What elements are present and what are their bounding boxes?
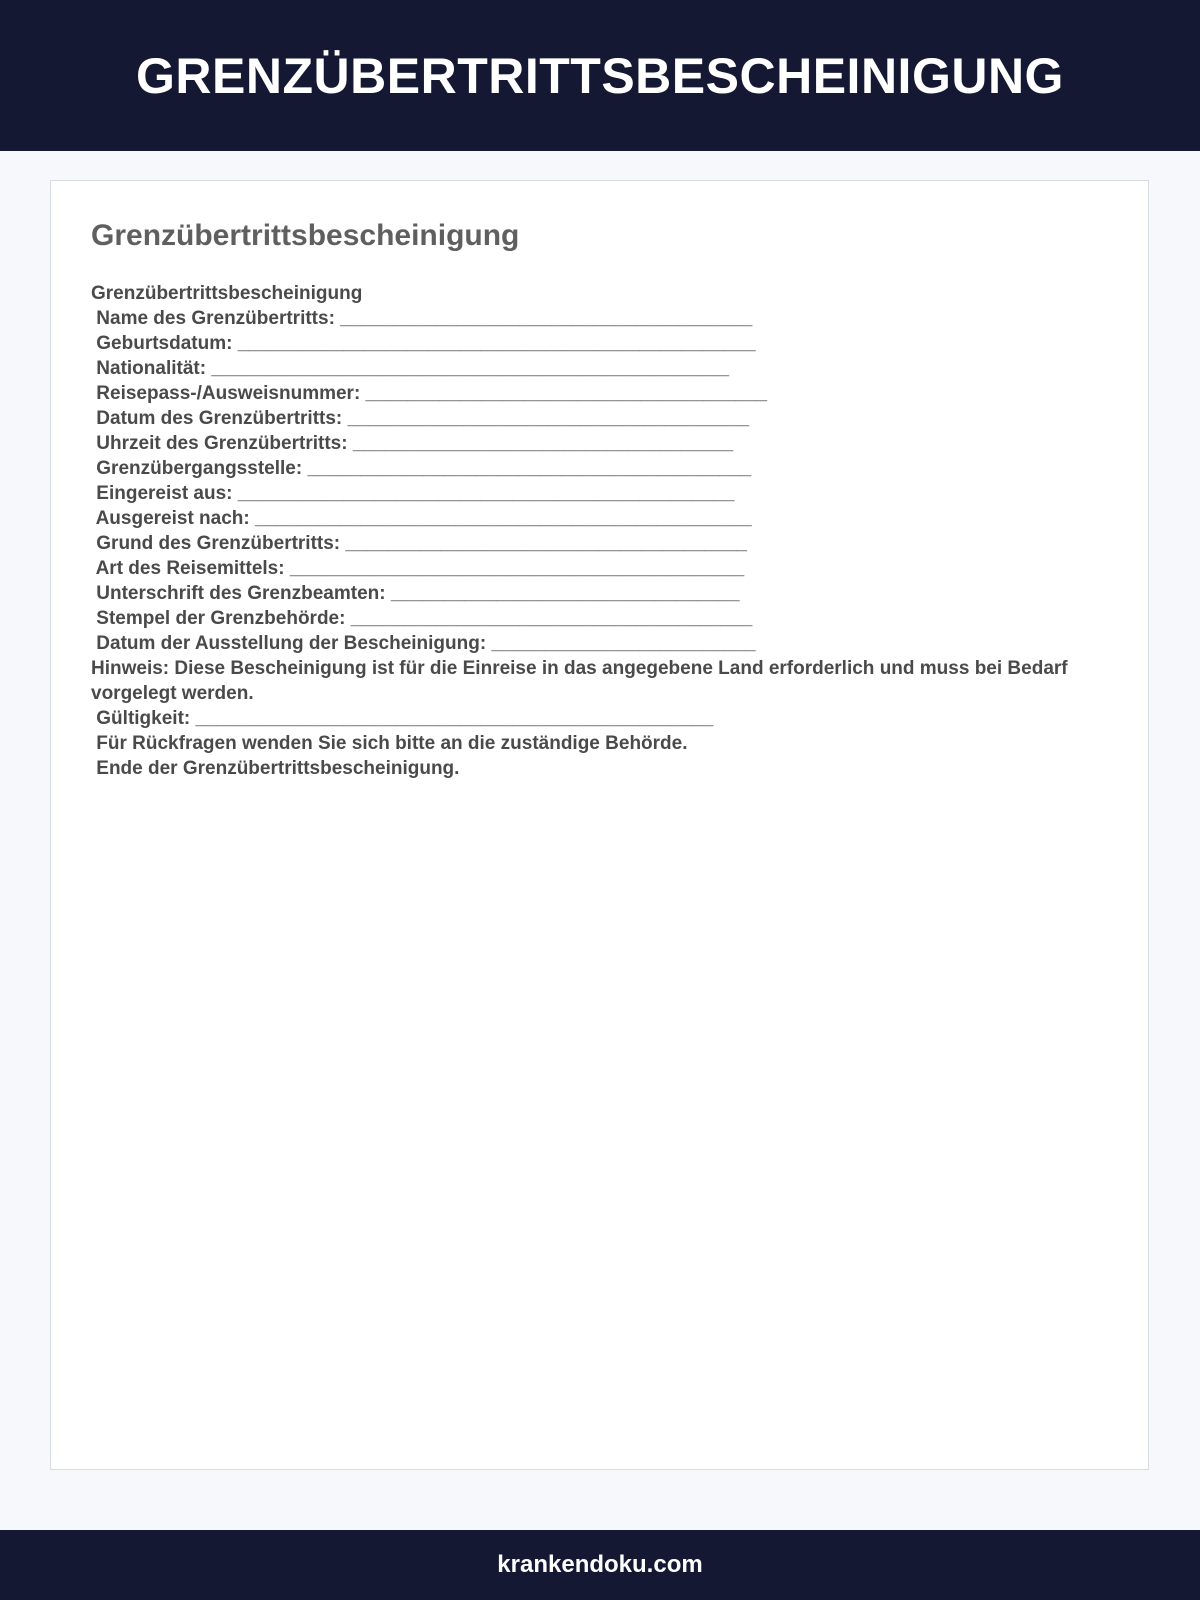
field-grund: Grund des Grenzübertritts: ______________________________________ [91, 533, 747, 554]
field-reisemittel: Art des Reisemittels: ___________________________________________ [91, 558, 745, 579]
hinweis-text: Hinweis: Diese Bescheinigung ist für die Einreise in das angegebene Land erforderlich und muss bei Bedarf vorgelegt werden. [91, 658, 1068, 704]
field-geburtsdatum: Geburtsdatum: _________________________________________________ [91, 333, 756, 354]
ende-text: Ende der Grenzübertrittsbescheinigung. [91, 758, 460, 779]
header-banner [0, 0, 1200, 151]
field-datum-grenzuebertritt: Datum des Grenzübertritts: ______________________________________ [91, 408, 750, 429]
field-stempel-grenzbehoerde: Stempel der Grenzbehörde: ______________________________________ [91, 608, 753, 629]
field-eingereist-aus: Eingereist aus: _______________________________________________ [91, 483, 735, 504]
document-title: Grenzübertrittsbescheinigung [91, 219, 520, 252]
form-heading: Grenzübertrittsbescheinigung [91, 283, 363, 304]
form-body [91, 281, 1111, 781]
document-card [50, 180, 1149, 1470]
field-gueltigkeit: Gültigkeit: _________________________________________________ [91, 708, 714, 729]
field-name-grenzuebertritt: Name des Grenzübertritts: _______________________________________ [91, 308, 753, 329]
footer-bar [0, 1530, 1200, 1600]
field-grenzuebergangsstelle: Grenzübergangsstelle: __________________________________________ [91, 458, 752, 479]
field-nationalitaet: Nationalität: _________________________________________________ [91, 358, 730, 379]
field-datum-ausstellung: Datum der Ausstellung der Bescheinigung: _________________________ [91, 633, 756, 654]
header-title: GRENZÜBERTRITTSBESCHEINIGUNG [136, 47, 1064, 104]
field-ausgereist-nach: Ausgereist nach: _______________________________________________ [91, 508, 752, 529]
field-unterschrift-grenzbeamter: Unterschrift des Grenzbeamten: _________________________________ [91, 583, 740, 604]
field-reisepassnummer: Reisepass-/Ausweisnummer: ______________________________________ [91, 383, 768, 404]
field-uhrzeit-grenzuebertritt: Uhrzeit des Grenzübertritts: ____________________________________ [91, 433, 734, 454]
footer-site[interactable]: krankendoku.com [497, 1551, 703, 1578]
rueckfragen-text: Für Rückfragen wenden Sie sich bitte an die zuständige Behörde. [91, 733, 688, 754]
